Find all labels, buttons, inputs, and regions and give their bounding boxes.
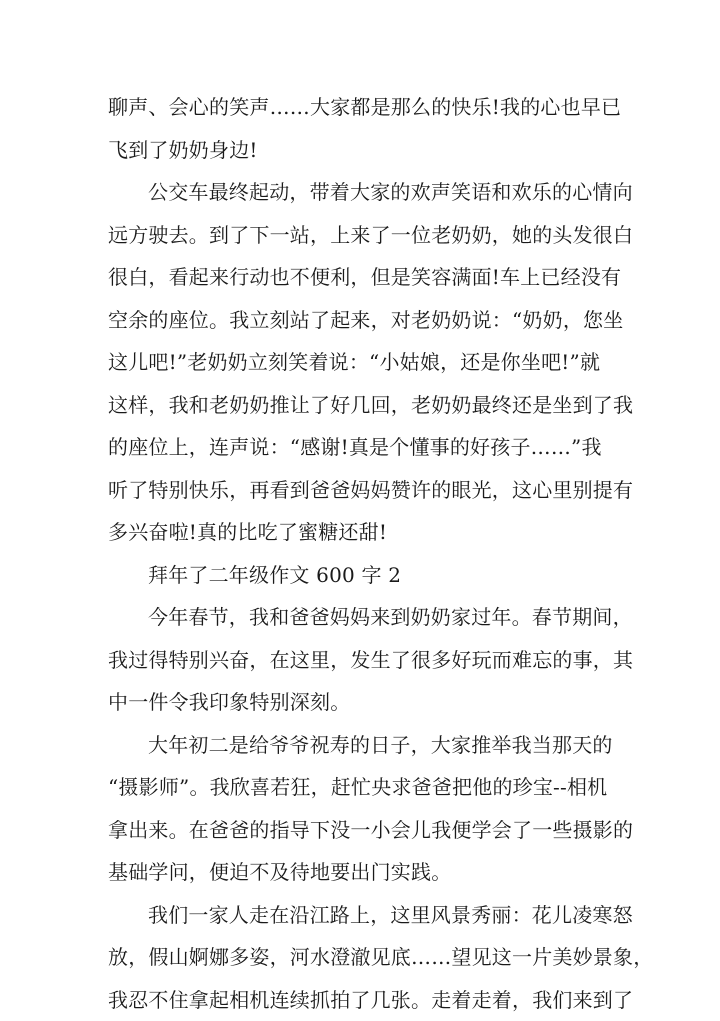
text-line: 飞到了奶奶身边!	[108, 129, 618, 172]
text-line: 聊声、会心的笑声……大家都是那么的快乐!我的心也早已	[108, 86, 618, 129]
text-line: 听了特别快乐，再看到爸爸妈妈赞许的眼光，这心里别提有	[108, 469, 618, 512]
text-line: 今年春节，我和爸爸妈妈来到奶奶家过年。春节期间，	[108, 596, 618, 639]
body-text	[108, 86, 618, 1021]
text-line: 这儿吧!”老奶奶立刻笑着说：“小姑娘，还是你坐吧!”就	[108, 341, 618, 384]
text-line: 我忍不住拿起相机连续抓拍了几张。走着走着，我们来到了	[108, 979, 618, 1021]
text-line: 远方驶去。到了下一站，上来了一位老奶奶，她的头发很白	[108, 214, 618, 257]
text-line: 空余的座位。我立刻站了起来，对老奶奶说：“奶奶，您坐	[108, 299, 618, 342]
text-line: 公交车最终起动，带着大家的欢声笑语和欢乐的心情向	[108, 171, 618, 214]
text-line: 大年初二是给爷爷祝寿的日子，大家推举我当那天的	[108, 724, 618, 767]
text-line: 拿出来。在爸爸的指导下没一小会儿我便学会了一些摄影的	[108, 809, 618, 852]
text-line: 很白，看起来行动也不便利，但是笑容满面!车上已经没有	[108, 256, 618, 299]
text-line: 我过得特别兴奋，在这里，发生了很多好玩而难忘的事，其	[108, 639, 618, 682]
text-line: 这样，我和老奶奶推让了好几回，老奶奶最终还是坐到了我	[108, 384, 618, 427]
text-line: 放，假山婀娜多姿，河水澄澈见底……望见这一片美妙景象，	[108, 936, 618, 979]
text-line: 我们一家人走在沿江路上，这里风景秀丽：花儿凌寒怒	[108, 894, 618, 937]
text-line: 中一件令我印象特别深刻。	[108, 681, 618, 724]
text-line: “摄影师”。我欣喜若狂，赶忙央求爸爸把他的珍宝--相机	[108, 766, 618, 809]
text-line: 基础学问，便迫不及待地要出门实践。	[108, 851, 618, 894]
text-line: 的座位上，连声说：“感谢!真是个懂事的好孩子……”我	[108, 426, 618, 469]
text-line: 多兴奋啦!真的比吃了蜜糖还甜!	[108, 511, 618, 554]
text-line: 拜年了二年级作文 600 字 2	[108, 554, 618, 597]
